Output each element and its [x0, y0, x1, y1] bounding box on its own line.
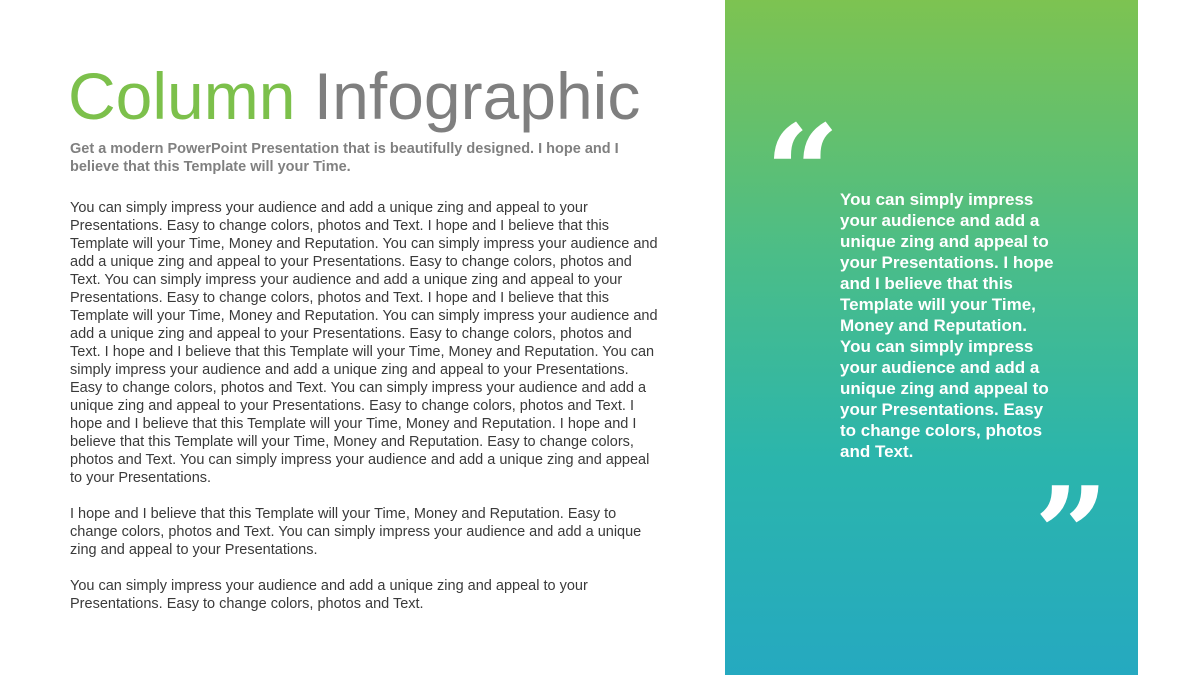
quote-panel — [725, 0, 1138, 675]
body-paragraph: You can simply impress your audience and add a unique zing and appeal to your Presentations. Easy to change colors, photos and Text. — [70, 578, 588, 612]
close-quote-icon: ” — [1034, 458, 1109, 611]
body-paragraph: You can simply impress your audience and add a unique zing and appeal to your Presentations. Easy to change colors, photos and Text. I hope and I believe that this Template will your Time, Money and Reputation. You can simply impress your audience and add a unique zing and appeal to your Presentations. Easy to change colors, photos and Text. You can simply impress your audience and add a unique zing and appeal to your Presentations. Easy to change colors, photos and Text. I hope and I believe that this Template will your Time, Money and Reputation. You can simply impress your audience and add a unique zing and appeal to your Presentations. Easy to change colors, photos and Text. I hope and I believe that this Template will your Time, Money and Reputation. You can simply impress your audience and add a unique zing and appeal to your Presentations. Easy to change colors, photos and Text. You can simply impress your audience and add a unique zing and appeal to your Presentations. Easy to change colors, photos and Text. I hope and I believe that this Template will your Time, Money and Reputation. I hope and I believe that this Template will your Time, Money and Reputation. Easy to change colors, photos and Text. You can simply impress your audience and add a unique zing and appeal to your Presentations. — [70, 200, 658, 486]
slide-subtitle: Get a modern PowerPoint Presentation that is beautifully designed. I hope and I believe that this Template will your Time. — [70, 141, 619, 175]
slide-title — [68, 56, 640, 136]
title-word-infographic: Infographic — [313, 59, 641, 133]
body-text — [70, 199, 660, 631]
quote-text: You can simply impress your audience and add a unique zing and appeal to your Presentations. I hope and I believe that this Template will your Time, Money and Reputation. You can simply impress your audience and add a unique zing and appeal to your Presentations. Easy to change colors, photos and Text. — [840, 190, 1054, 461]
open-quote-icon: “ — [765, 96, 840, 249]
body-paragraph: I hope and I believe that this Template will your Time, Money and Reputation. Easy to change colors, photos and Text. You can simply impress your audience and add a unique zing and appeal to your Presentations. — [70, 506, 642, 558]
title-word-column: Column — [68, 59, 296, 133]
